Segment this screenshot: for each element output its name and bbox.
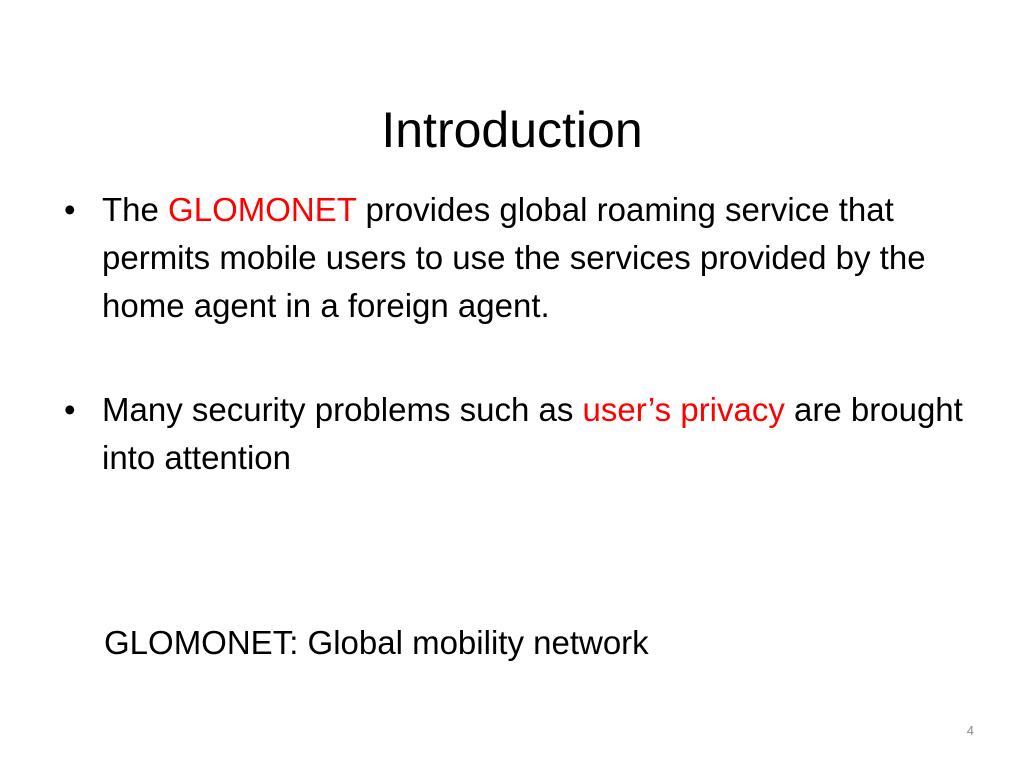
bullet-marker: • <box>64 191 76 228</box>
slide-title: Introduction <box>381 101 643 158</box>
bullet-highlight-term: GLOMONET <box>168 191 357 228</box>
bullet-item <box>64 386 964 482</box>
bullet-marker: • <box>64 391 76 428</box>
bullet-text-before: Many security problems such as <box>102 391 583 428</box>
bullet-list <box>64 186 964 482</box>
bullet-text-after: provides global roaming service that permits mobile users to use the services provided by the home agent in a foreign agent. <box>102 191 926 324</box>
bullet-text-after: are brought into attention <box>102 391 963 476</box>
bullet-item <box>64 186 964 330</box>
slide-number: 4 <box>966 723 974 738</box>
bullet-highlight-term: user’s privacy <box>582 391 785 428</box>
definition-note: GLOMONET: Global mobility network <box>104 624 649 661</box>
bullet-text-before: The <box>102 191 169 228</box>
